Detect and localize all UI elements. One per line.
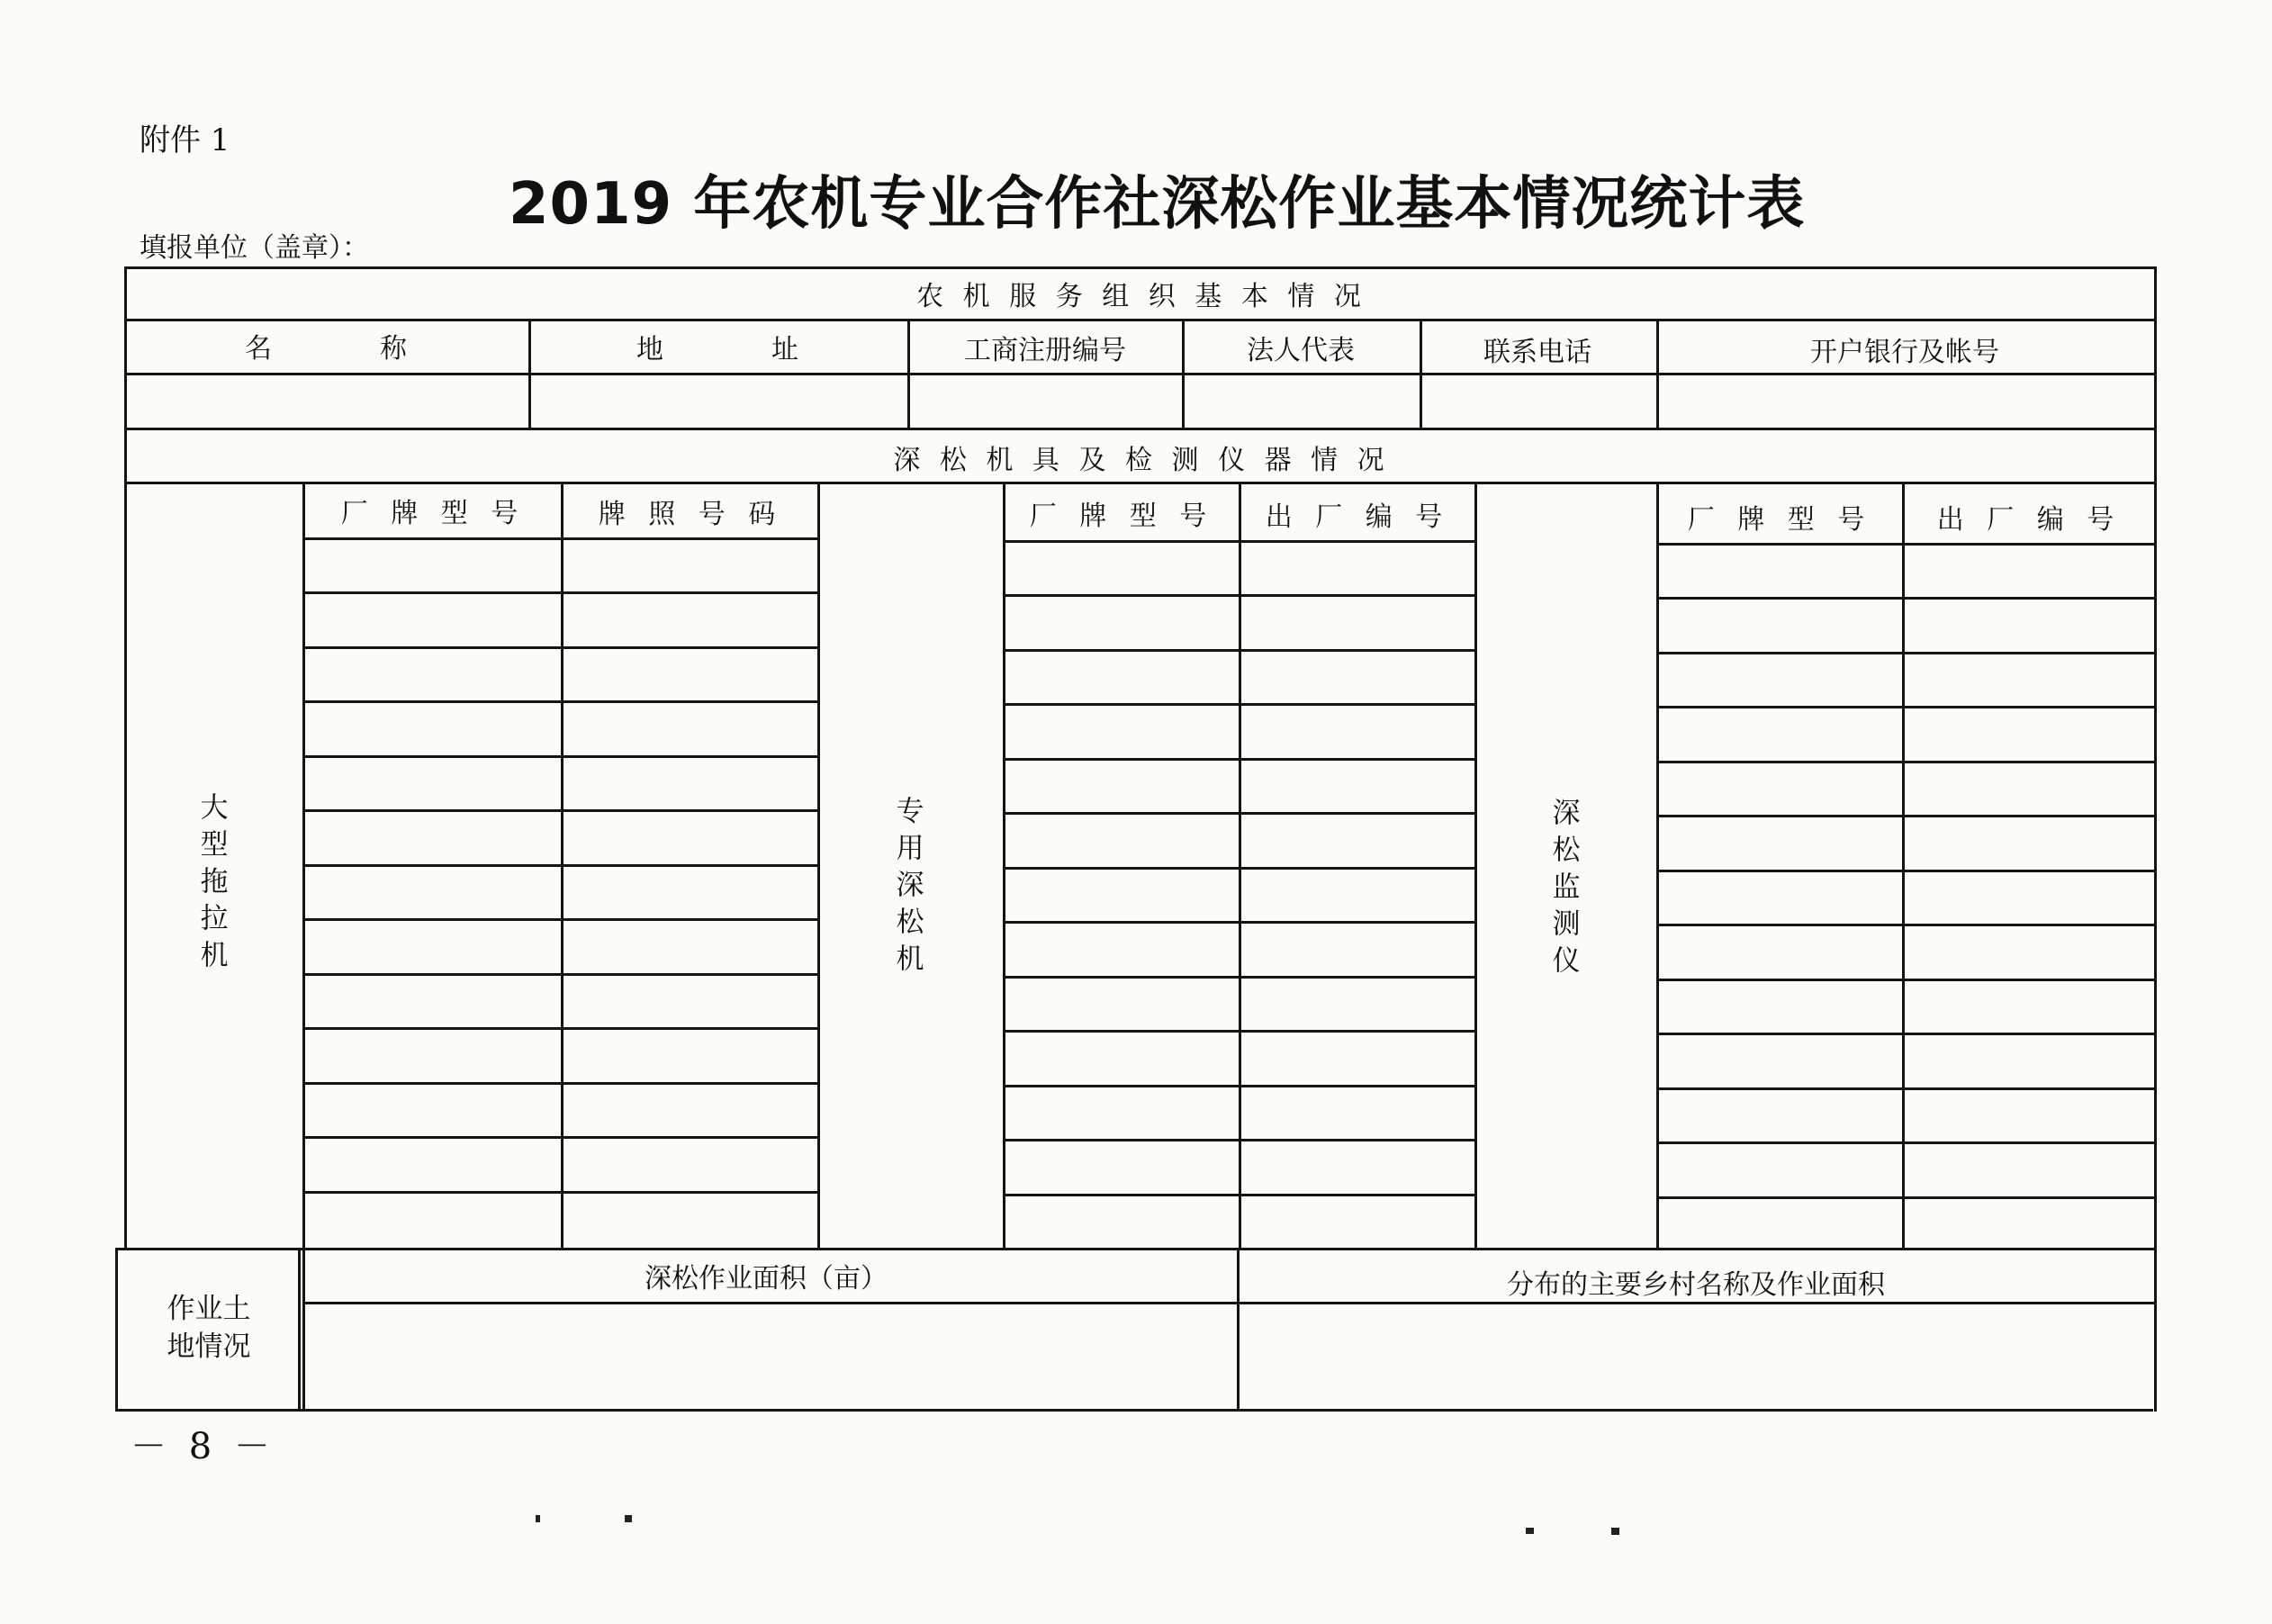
land-section-top (115, 1248, 2155, 1250)
table-border-bottom (115, 1409, 2153, 1412)
table-border-left-lower (115, 1248, 118, 1412)
group1-label-tractor: 大 型 拖 拉 机 (200, 791, 229, 972)
group2-col2-header: 出 厂 编 号 (1265, 501, 1450, 533)
attachment-label: 附件 1 (140, 122, 230, 158)
land-villages-header: 分布的主要乡村名称及作业面积 (1507, 1269, 1885, 1301)
basic-header-divider (126, 373, 2155, 375)
land-header-divider (302, 1302, 2155, 1304)
basic-title-divider (126, 319, 2155, 321)
equip-divider-e (1239, 483, 1241, 1249)
group3-col1-header: 厂 牌 型 号 (1687, 504, 1872, 536)
header-phone: 联系电话 (1483, 337, 1591, 368)
header-name: 名 称 (245, 333, 407, 365)
scan-speck (1526, 1528, 1534, 1534)
header-legal-rep: 法人代表 (1247, 335, 1355, 366)
equip-divider-d (1003, 483, 1005, 1249)
table-border-left (124, 266, 127, 1250)
basic-col-divider-5 (1656, 319, 1659, 429)
land-area-header: 深松作业面积（亩） (645, 1263, 888, 1295)
table-border-right (2154, 266, 2157, 1412)
fill-unit-label: 填报单位（盖章）： (140, 232, 369, 264)
basic-row-divider (126, 428, 2155, 430)
scan-speck (625, 1515, 632, 1522)
equip-title-divider (126, 482, 2155, 484)
scan-speck (1611, 1528, 1619, 1535)
page-title: 2019 年农机专业合作社深松作业基本情况统计表 (509, 171, 1806, 238)
basic-col-divider-3 (1182, 319, 1185, 429)
header-bank-account: 开户银行及帐号 (1810, 337, 1999, 368)
header-address: 地 址 (636, 334, 798, 365)
group2-col1-header: 厂 牌 型 号 (1029, 501, 1214, 532)
table-border-top (126, 266, 2157, 269)
basic-section-title: 农 机 服 务 组 织 基 本 情 况 (916, 281, 1366, 312)
basic-col-divider-2 (907, 319, 910, 429)
header-registration-no: 工商注册编号 (964, 335, 1126, 366)
land-label: 作业土 地情况 (167, 1293, 251, 1363)
group1-col1-header: 厂 牌 型 号 (340, 498, 526, 529)
land-col-divider (1237, 1248, 1240, 1412)
group2-label-subsoiler: 专 用 深 松 机 (896, 795, 924, 976)
group3-label-monitor: 深 松 监 测 仪 (1552, 797, 1581, 978)
group3-col2-header: 出 厂 编 号 (1936, 504, 2122, 536)
group1-col2-header: 牌 照 号 码 (598, 499, 783, 530)
land-label-divider (298, 1248, 301, 1412)
scan-speck (536, 1515, 540, 1522)
equip-divider-f (1474, 483, 1477, 1249)
equip-divider-a (302, 483, 305, 1411)
basic-col-divider-1 (528, 319, 531, 429)
basic-col-divider-4 (1420, 319, 1422, 429)
equipment-section-title: 深 松 机 具 及 检 测 仪 器 情 况 (893, 445, 1390, 476)
page-number: － 8 － (131, 1426, 275, 1467)
